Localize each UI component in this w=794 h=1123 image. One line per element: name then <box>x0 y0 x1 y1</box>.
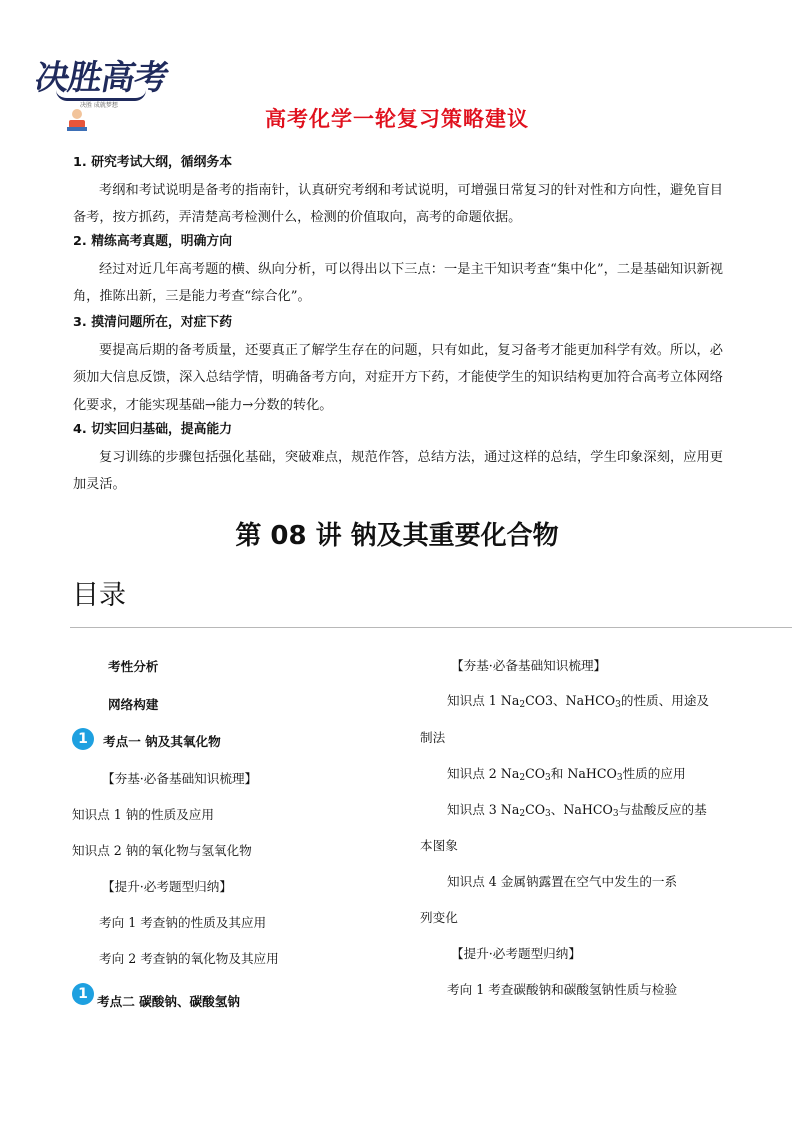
strategy-section-4 <box>73 416 723 499</box>
lecture-title: 第 08 讲 钠及其重要化合物 <box>235 521 559 551</box>
toc-item-network[interactable]: 网络构建 <box>108 697 159 712</box>
section-heading: 3. 摸清问题所在，对症下药 <box>73 315 232 330</box>
toc-item-knowledge-1[interactable]: 知识点 1 钠的性质及应用 <box>72 807 214 822</box>
toc-item-direction-2[interactable]: 考向 2 考查钠的氧化物及其应用 <box>99 951 279 966</box>
page-header-title: 高考化学一轮复习策略建议 <box>265 107 529 131</box>
toc-item-knowledge-r4[interactable]: 知识点 4 金属钠露置在空气中发生的一系 <box>447 874 678 889</box>
toc-item-knowledge-r3-wrap[interactable]: 本图象 <box>420 838 458 853</box>
toc-item-knowledge-r1-wrap[interactable]: 制法 <box>420 730 446 745</box>
toc-item-exam-analysis[interactable]: 考性分析 <box>108 659 159 674</box>
section-body: 复习训练的步骤包括强化基础，突破难点，规范作答，总结方法，通过这样的总结，学生印象深刻，应用更加灵活。 <box>73 449 723 492</box>
section-body: 经过对近几年高考题的横、纵向分析，可以得出以下三点：一是主干知识考查“集中化”，二是基础知识新视角，推陈出新，三是能力考查“综合化”。 <box>73 261 723 304</box>
toc-title: 目录 <box>72 580 126 611</box>
section-heading: 4. 切实回归基础，提高能力 <box>73 422 232 437</box>
toc-item-knowledge-r4-wrap[interactable]: 列变化 <box>420 910 458 925</box>
number-badge-icon: 1 <box>72 983 94 1005</box>
number-badge-icon: 1 <box>72 728 94 750</box>
toc-divider <box>70 627 792 628</box>
logo-swoosh <box>56 90 146 101</box>
toc-item-knowledge-r1[interactable]: 知识点 1 $Na_2CO3$、NaHCO$_3$的性质、用途及 <box>447 693 709 710</box>
toc-item-improve-1[interactable]: 【提升·必考题型归纳】 <box>102 879 232 894</box>
toc-item-knowledge-2[interactable]: 知识点 2 钠的氧化物与氢氧化物 <box>72 843 252 858</box>
strategy-section-3 <box>73 309 723 419</box>
strategy-section-2 <box>73 228 723 311</box>
toc-item-improve-2[interactable]: 【提升·必考题型归纳】 <box>451 946 581 961</box>
toc-item-topic-2[interactable]: 考点二 碳酸钠、碳酸氢钠 <box>97 994 240 1009</box>
section-body: 要提高后期的备考质量，还要真正了解学生存在的问题，只有如此，复习备考才能更加科学有效。所以，必须加大信息反馈，深入总结学情，明确备考方向，对症开方下药，才能使学生的知识结构更加符合高考立体网络化要求，才能实现基础→能力→分数的转化。 <box>73 342 723 413</box>
toc-item-topic-1[interactable]: 考点一 钠及其氧化物 <box>103 734 221 749</box>
toc-item-direction-1[interactable]: 考向 1 考查钠的性质及其应用 <box>99 915 267 930</box>
toc-item-basics-2[interactable]: 【夯基·必备基础知识梳理】 <box>451 658 607 673</box>
logo-tagline: 决胜 成就梦想 <box>80 102 118 109</box>
strategy-section-1 <box>73 149 723 232</box>
section-heading: 2. 精练高考真题，明确方向 <box>73 234 232 249</box>
toc-item-basics-1[interactable]: 【夯基·必备基础知识梳理】 <box>102 771 258 786</box>
toc-item-direction-r1[interactable]: 考向 1 考查碳酸钠和碳酸氢钠性质与检验 <box>447 982 678 997</box>
section-body: 考纲和考试说明是备考的指南针，认真研究考纲和考试说明，可增强日常复习的针对性和方向性，避免盲目备考，按方抓药，弄清楚高考检测什么，检测的价值取向，高考的命题依据。 <box>73 182 723 225</box>
logo-text: 决胜高考 <box>31 58 171 98</box>
toc-item-knowledge-r3[interactable]: 知识点 3 $Na_2CO_3$、NaHCO$_3$与盐酸反应的基 <box>447 802 707 819</box>
toc-item-knowledge-r2[interactable]: 知识点 2 $Na_2CO_3$和 NaHCO$_3$性质的应用 <box>447 766 686 783</box>
section-heading: 1. 研究考试大纲，循纲务本 <box>73 155 232 170</box>
